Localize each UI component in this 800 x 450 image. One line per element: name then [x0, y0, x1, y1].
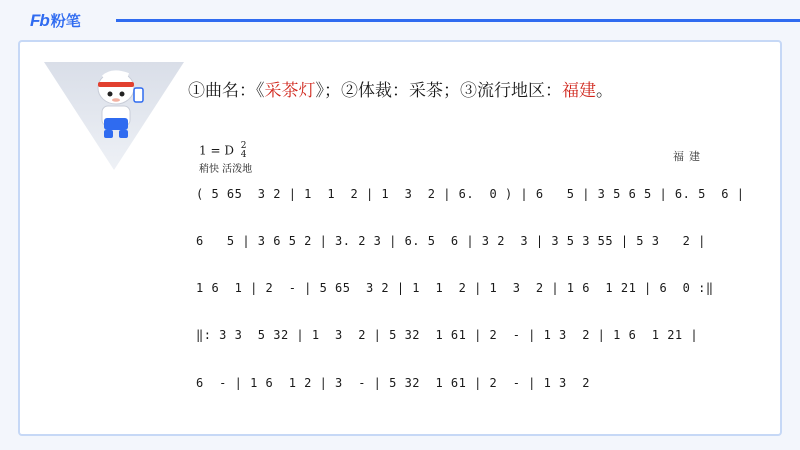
time-sig-bottom: 4: [240, 150, 247, 160]
mascot-icon: [84, 66, 154, 140]
time-sig-top: 2: [240, 141, 247, 151]
song-region: 福建: [562, 81, 596, 101]
tempo-marking: 稍快 活泼地: [199, 164, 253, 175]
song-title: 采茶灯: [264, 81, 316, 101]
score-row-4: ‖: 3 3 5 32 | 1 3 2 | 5 32 1 61 | 2 - | 1 3 2 | 1 6 1 21 |: [196, 328, 699, 342]
top-bar: [0, 0, 800, 40]
song-info-suffix: 。: [596, 81, 613, 101]
logo-mark: Fb: [30, 10, 49, 30]
song-info-prefix: ①曲名：《: [188, 81, 265, 101]
logo-text: 粉笔: [50, 12, 81, 30]
time-signature: [241, 142, 247, 160]
top-divider: [116, 19, 800, 22]
score-origin: 福建: [673, 150, 705, 163]
score-row-3: 1 6 1 | 2 - | 5 65 3 2 | 1 1 2 | 1 3 2 | 1 6 1 21 | 6 0 :‖: [196, 281, 714, 295]
key-label: 1 = D: [199, 143, 234, 158]
song-info-line: [188, 76, 613, 101]
score-row-1: ( 5 65 3 2 | 1 1 2 | 1 3 2 | 6. 0 ) | 6 5 | 3 5 6 5 | 6. 5 6 |: [196, 187, 745, 201]
song-info-middle: 》；②体裁：采茶；③流行地区：: [315, 81, 562, 101]
score-row-2: 6 5 | 3 6 5 2 | 3. 2 3 | 6. 5 6 | 3 2 3 | 3 5 3 55 | 5 3 2 |: [196, 234, 706, 248]
score-row-5: 6 - | 1 6 1 2 | 3 - | 5 32 1 61 | 2 - | 1 3 2: [196, 376, 590, 390]
key-signature: [199, 142, 247, 160]
brand-logo: [30, 10, 81, 31]
